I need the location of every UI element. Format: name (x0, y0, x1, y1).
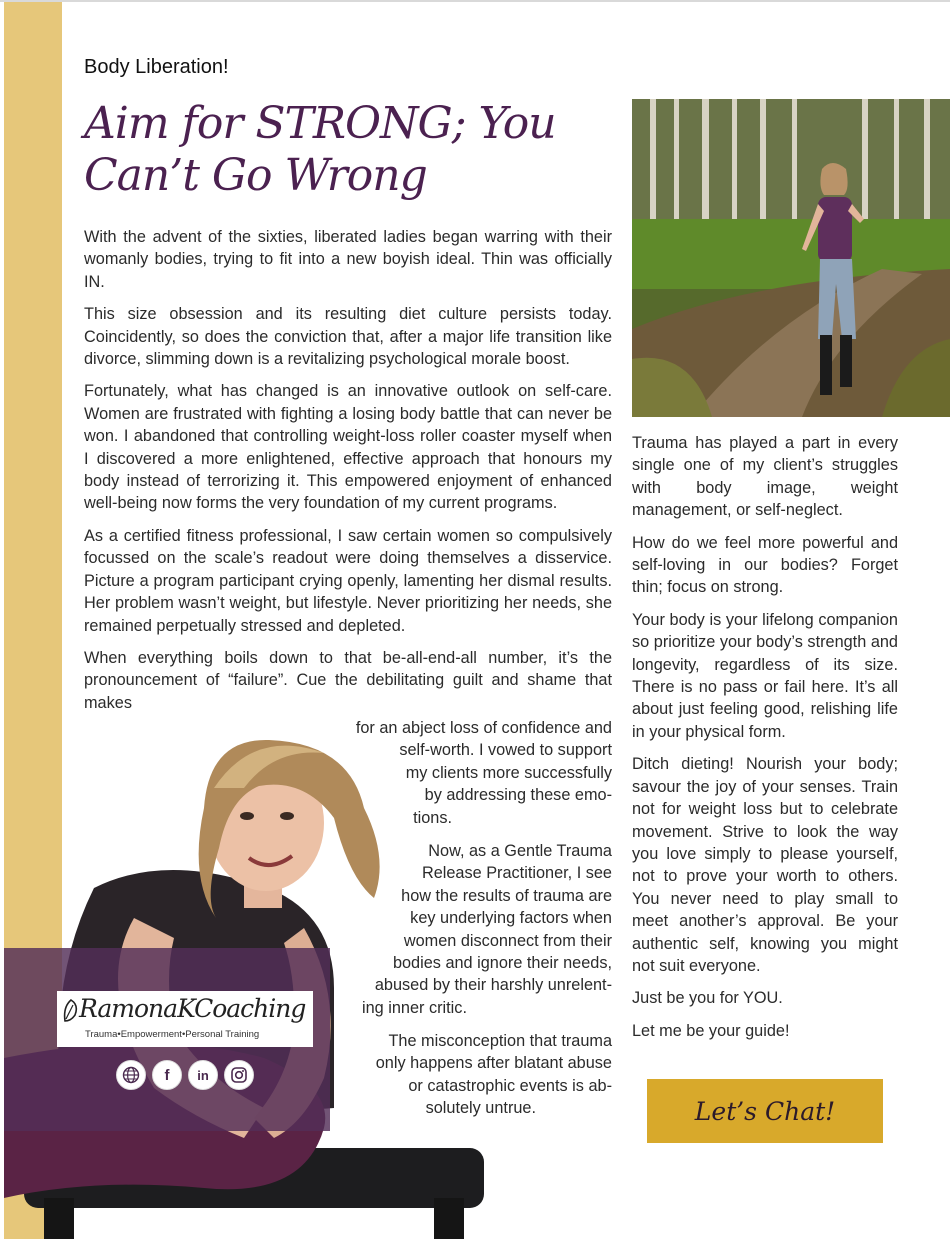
wrapped-paragraph (362, 840, 612, 1019)
paragraph: How do we feel more powerful and self-loving in our bodies? Forget thin; focus on strong. (632, 533, 898, 597)
text-line: tions. (413, 808, 452, 827)
text-line: abused by their harshly unrelent- (374, 976, 612, 995)
page-title: Aim for STRONG; You Can’t Go Wrong (84, 98, 556, 201)
wrapped-paragraph (360, 1030, 612, 1120)
paragraph: With the advent of the sixties, liberated ladies began warring with their womanly bodies, trying to fit into a new boyish ideal. Thin was officially IN. (84, 228, 612, 291)
article-right-column (632, 432, 898, 1052)
brand-panel (4, 948, 330, 1131)
text-line: Release Practitioner, I see (421, 864, 612, 883)
text-line: The misconception that trauma (388, 1032, 612, 1050)
text-line: how the results of trauma are (401, 886, 612, 905)
text-line: self-worth. I vowed to support (399, 741, 612, 760)
wrapped-paragraph (330, 717, 612, 829)
brand-tagline: Trauma•Empowerment•Personal Training (85, 1029, 260, 1040)
paragraph: Ditch dieting! Nourish your body; savour the joy of your senses. Train not for weight loss but to celebrate movement. Strive to look the way you love simply to please yourself, not to prove your worth to others. You never need to play small to meet another’s approval. Be your authentic self, knowing you might not suit everyone. (632, 755, 898, 975)
text-line: women disconnect from their (403, 931, 612, 950)
text-line: key underlying factors when (410, 909, 612, 928)
section-kicker: Body Liberation! (84, 56, 229, 78)
paragraph: Just be you for YOU. (632, 989, 783, 1008)
text-line: solutely untrue. (425, 1099, 536, 1118)
text-line: my clients more successfully (405, 763, 612, 782)
text-line: Now, as a Gentle Trauma (428, 842, 612, 860)
brand-name: RamonaKCoaching (79, 994, 306, 1023)
paragraph: Let me be your guide! (632, 1021, 790, 1040)
walking-path-photo (632, 99, 950, 417)
facebook-icon[interactable]: f (152, 1060, 182, 1090)
paragraph: This size obsession and its resulting diet culture persists today. Coincidently, so does the conviction that, after a major life transition like divorce, slimming down is a revitalizing psychological morale boost. (84, 305, 612, 369)
leaf-logo-icon (61, 997, 81, 1023)
instagram-icon[interactable] (224, 1060, 254, 1090)
paragraph: As a certified fitness professional, I saw certain women so compulsively focussed on the scale’s readout were doing themselves a disservice. Picture a program participant crying openly, lamenting her dismal results. Her problem wasn’t weight, but lifestyle. Never prioritizing her needs, she remained perpetually stressed and depleted. (84, 526, 612, 635)
brand-logo[interactable] (57, 991, 313, 1047)
social-links (116, 1060, 254, 1090)
paragraph: Your body is your lifelong companion so prioritize your body’s strength and longevity, regardless of its size. There is no pass or fail here. It’s all about just feeling good, relishing life in your physical form. (632, 610, 898, 741)
lets-chat-button[interactable]: Let’s Chat! (647, 1079, 883, 1143)
text-line: bodies and ignore their needs, (392, 954, 612, 973)
text-line: by addressing these emo- (424, 786, 612, 805)
linkedin-icon[interactable]: in (188, 1060, 218, 1090)
paragraph: When everything boils down to that be-all-end-all number, it’s the pronouncement of “failure”. Cue the debilitating guilt and shame that makes (84, 648, 612, 712)
text-line: only happens after blatant abuse (375, 1054, 612, 1073)
paragraph: Trauma has played a part in every single one of my client’s struggles with body image, weight management, or self-neglect. (632, 434, 898, 520)
paragraph: Fortunately, what has changed is an innovative outlook on self-care. Women are frustrated with fighting a losing body battle that can never be won. I abandoned that controlling weight-loss roller coaster myself when I discovered a more enlightened, effective approach that honours my body instead of terrorizing it. This empowered enjoyment of enhanced well-being now forms the very foundation of my current programs. (84, 382, 612, 513)
text-line: for an abject loss of confidence and (355, 719, 612, 737)
article-left-column (84, 226, 612, 714)
text-line: ing inner critic. (362, 998, 467, 1017)
globe-icon[interactable] (116, 1060, 146, 1090)
text-line: or catastrophic events is ab- (408, 1076, 612, 1095)
top-border (0, 0, 950, 2)
